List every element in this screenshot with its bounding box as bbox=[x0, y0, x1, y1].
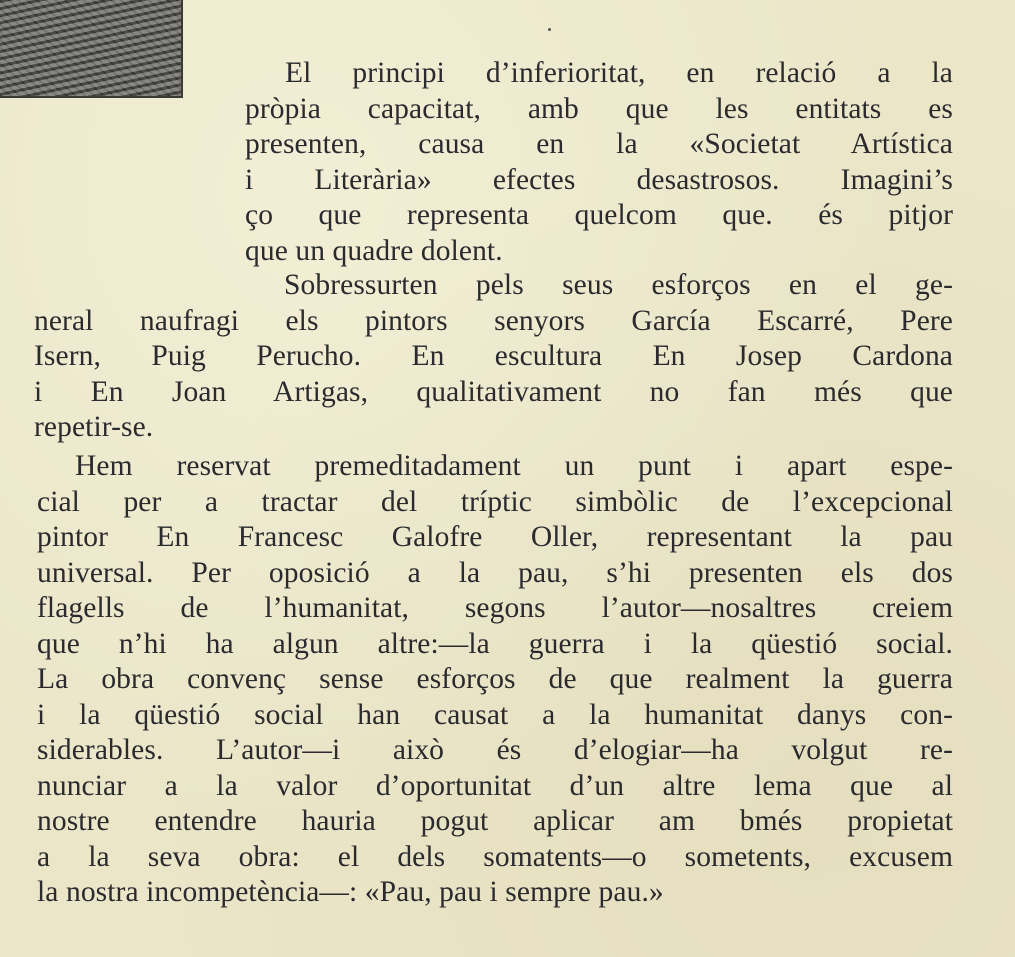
paragraph-line: Sobressurten pels seus esforços en el ge- bbox=[284, 269, 953, 301]
paragraph-line: que un quadre dolent. bbox=[245, 234, 503, 267]
paragraph-line: la nostra incompetència—: «Pau, pau i sempre pau.» bbox=[37, 876, 664, 908]
paragraph-line: nunciar a la valor d’oportunitat d’un altre lema que al bbox=[37, 769, 953, 802]
paragraph-line: pintor En Francesc Galofre Oller, representant la pau bbox=[37, 521, 953, 553]
paragraph-line: El principi d’inferioritat, en relació a la bbox=[285, 57, 953, 89]
paragraph-line: i Literària» efectes desastrosos. Imagini’s bbox=[245, 163, 953, 196]
paragraph-line: i En Joan Artigas, qualitativament no fan més que bbox=[34, 375, 953, 408]
paragraph-line: nostre entendre hauria pogut aplicar am bmés propietat bbox=[37, 805, 953, 837]
paragraph-line: La obra convenç sense esforços de que realment la guerra bbox=[37, 663, 953, 695]
speck-mark bbox=[548, 28, 551, 31]
paragraph-line: repetir-se. bbox=[34, 411, 154, 443]
paragraph-3 bbox=[37, 449, 953, 911]
paragraph-line: i la qüestió social han causat a la humanitat danys con- bbox=[37, 698, 953, 731]
paragraph-line: cial per a tractar del tríptic simbòlic de l’excepcional bbox=[37, 485, 953, 518]
paragraph-line: universal. Per oposició a la pau, s’hi presenten els dos bbox=[37, 556, 953, 589]
paragraph-line: presenten, causa en la «Societat Artística bbox=[245, 128, 953, 160]
paragraph-1 bbox=[245, 56, 953, 269]
paragraph-2 bbox=[34, 268, 953, 446]
paragraph-line: siderables. L’autor—i això és d’elogiar—ha volgut re- bbox=[37, 734, 953, 766]
paragraph-line: que n’hi ha algun altre:—la guerra i la qüestió social. bbox=[37, 627, 953, 660]
photo-fragment-image bbox=[0, 0, 183, 98]
paragraph-line: a la seva obra: el dels somatents—o sometents, excusem bbox=[37, 840, 953, 873]
paragraph-line: Isern, Puig Perucho. En escultura En Josep Cardona bbox=[34, 340, 953, 372]
paragraph-line: flagells de l’humanitat, segons l’autor—nosaltres creiem bbox=[37, 592, 953, 624]
paragraph-line: neral naufragi els pintors senyors García Escarré, Pere bbox=[34, 304, 953, 337]
paragraph-line: pròpia capacitat, amb que les entitats es bbox=[245, 92, 953, 125]
paragraph-line: Hem reservat premeditadament un punt i apart espe- bbox=[75, 450, 953, 482]
paragraph-line: ço que representa quelcom que. és pitjor bbox=[245, 199, 953, 231]
